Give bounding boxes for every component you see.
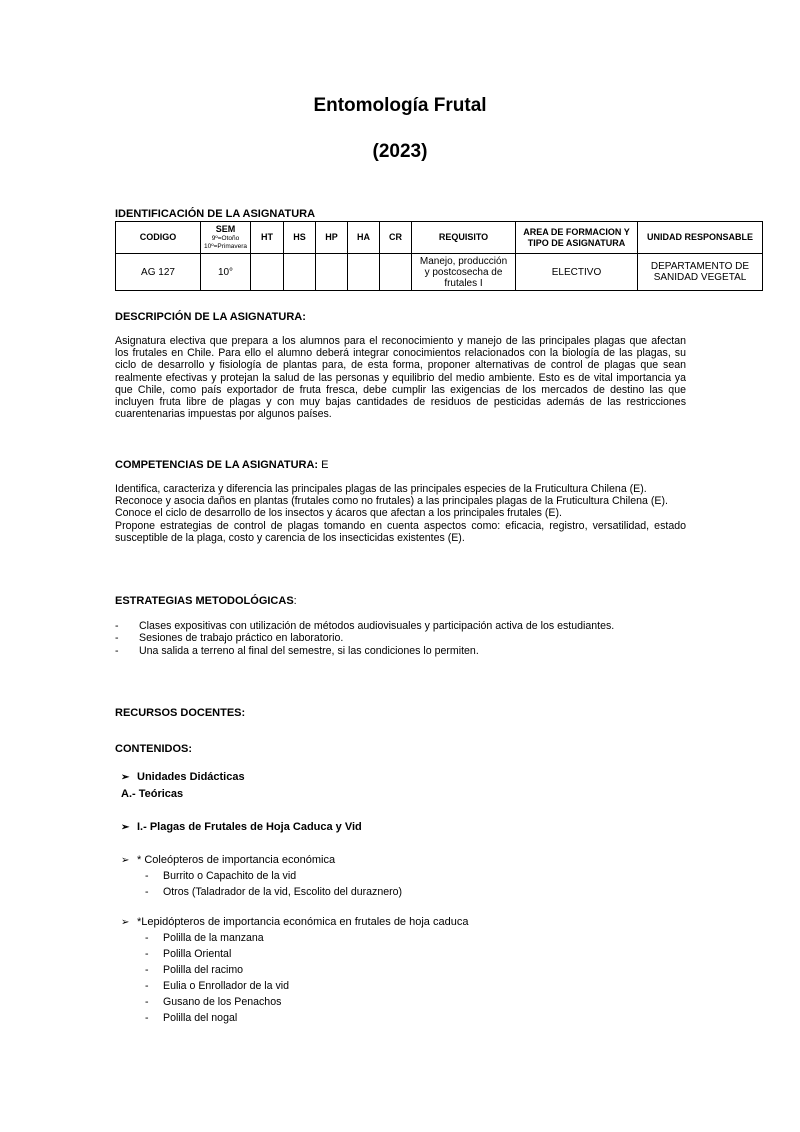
cell-codigo: AG 127 (116, 254, 201, 291)
competencias-heading-extra: E (321, 459, 329, 471)
col-area (516, 222, 638, 254)
table-header-row (116, 222, 763, 254)
descripcion-heading: DESCRIPCIÓN DE LA ASIGNATURA: (115, 311, 306, 323)
lepidoptero-text: Polilla del nogal (163, 1012, 238, 1024)
arrow-bullet-icon: ➢ (121, 772, 130, 783)
recursos-heading: RECURSOS DOCENTES: (115, 707, 246, 719)
cell-unidad-line2: SANIDAD VEGETAL (653, 272, 747, 283)
col-area-line2: TIPO DE ASIGNATURA (527, 237, 626, 248)
col-area-line1: AREA DE FORMACION Y (523, 226, 630, 237)
descripcion-paragraph (115, 335, 686, 420)
competencia-line: susceptible de la plaga, costo y carencia de los insecticidas existentes (E). (115, 531, 465, 544)
descripcion-line: Asignatura electiva que prepara a los alumnos para el reconocimiento y manejo de las principales plagas que afectan (115, 335, 686, 347)
lepidoptero-text: Eulia o Enrollador de la vid (163, 980, 290, 992)
dash-marker: - (145, 964, 149, 976)
descripcion-line: que Chile, como país exportador de fruta fresca, debe cumplir las exigencias de los mercados de destino las que (115, 383, 686, 396)
cell-ha (348, 254, 380, 291)
dash-marker: - (145, 870, 149, 882)
descripcion-line: los frutales en Chile. Para ello el alumno deberá integrar conocimientos relacionados con la biología de las plagas, su (115, 347, 686, 360)
dash-marker: - (115, 620, 119, 632)
unidades-text: Unidades Didácticas (137, 771, 245, 783)
estrategia-text: Una salida a terreno al final del semestre, si las condiciones lo permiten. (139, 644, 479, 657)
cell-requisito-line3: frutales I (444, 277, 483, 289)
plagas-item (121, 821, 362, 833)
col-hs: HS (284, 222, 316, 254)
col-sem-label: SEM (215, 224, 236, 234)
cell-ht (251, 254, 284, 291)
dash-marker: - (145, 980, 149, 992)
cell-sem: 10° (201, 254, 251, 291)
col-requisito: REQUISITO (412, 222, 516, 254)
teoricas-heading: A.- Teóricas (121, 788, 184, 800)
cell-unidad-line1: DEPARTAMENTO DE (650, 261, 750, 272)
unidades-item (121, 771, 245, 783)
list-item (145, 870, 402, 886)
col-sem-note-otono: 9º=Otoño (211, 235, 240, 242)
lepidopteros-item (121, 916, 468, 928)
arrow-bullet-icon: ➢ (121, 855, 130, 866)
descripcion-line: ciclo de desarrollo y fisiología de plantas para, de esta forma, proponer alternativas de control de plagas que sean (115, 359, 686, 372)
col-unidad: UNIDAD RESPONSABLE (638, 222, 763, 254)
descripcion-line: realmente efectivas y protejan la salud de las personas y equilibrio del medio ambiente. Esto es de vital importancia ya (115, 371, 686, 384)
contenidos-heading: CONTENIDOS: (115, 743, 192, 755)
estrategias-heading-text: ESTRATEGIAS METODOLÓGICAS (115, 595, 294, 607)
cell-hs (284, 254, 316, 291)
identificacion-heading: IDENTIFICACIÓN DE LA ASIGNATURA (115, 208, 316, 220)
coleoptero-text: Otros (Taladrador de la vid, Escolito del duraznero) (163, 886, 403, 898)
dash-marker: - (145, 996, 149, 1008)
competencias-heading-text: COMPETENCIAS DE LA ASIGNATURA: (115, 459, 319, 471)
arrow-bullet-icon: ➢ (121, 822, 130, 833)
list-item (145, 932, 289, 948)
lepidopteros-text: *Lepidópteros de importancia económica en frutales de hoja caduca (137, 916, 469, 928)
cell-requisito-line2: y postcosecha de (424, 266, 503, 278)
estrategia-text: Sesiones de trabajo práctico en laboratorio. (139, 632, 344, 645)
descripcion-line: incluyen fruta libre de plagas y con muy bajas cantidades de residuos de pesticidas además de las restricciones (115, 396, 686, 409)
col-cr: CR (380, 222, 412, 254)
list-item (145, 1012, 289, 1028)
dash-marker: - (115, 644, 119, 657)
identificacion-table (115, 221, 763, 291)
cell-area: ELECTIVO (516, 254, 638, 291)
competencia-line: Reconoce y asocia daños en plantas (frutales como no frutales) a las principales plagas de la Fruticultura Chilena (E). (115, 495, 668, 508)
estrategia-text: Clases expositivas con utilización de métodos audiovisuales y participación activa de los estudiantes. (139, 620, 615, 632)
dash-marker: - (145, 932, 149, 944)
competencia-line: Conoce el ciclo de desarrollo de los insectos y ácaros que afectan a los principales frutales (E). (115, 507, 562, 520)
list-item (145, 948, 289, 964)
col-sem (201, 222, 251, 254)
plagas-text: I.- Plagas de Frutales de Hoja Caduca y Vid (137, 821, 362, 833)
estrategias-list (115, 620, 614, 657)
competencia-line: Propone estrategias de control de plagas tomando en cuenta aspectos como: eficacia, registro, versatilidad, estado (115, 519, 686, 532)
list-item (145, 886, 402, 902)
cell-hp (316, 254, 348, 291)
cell-unidad (638, 254, 763, 291)
competencias-paragraph (115, 483, 686, 544)
lepidoptero-text: Polilla Oriental (163, 948, 232, 960)
list-item (145, 980, 289, 996)
lepidoptero-text: Gusano de los Penachos (163, 996, 282, 1008)
coleopteros-text: * Coleópteros de importancia económica (137, 854, 336, 866)
cell-requisito-line1: Manejo, producción (419, 255, 508, 267)
col-ha: HA (348, 222, 380, 254)
competencias-heading (115, 459, 329, 471)
list-item (115, 620, 614, 632)
col-ht: HT (251, 222, 284, 254)
arrow-bullet-icon: ➢ (121, 917, 130, 928)
document-title: Entomología Frutal (313, 95, 487, 116)
dash-marker: - (145, 948, 149, 960)
dash-marker: - (145, 886, 149, 898)
lepidoptero-text: Polilla del racimo (163, 964, 244, 976)
col-codigo: CODIGO (116, 222, 201, 254)
col-hp: HP (316, 222, 348, 254)
estrategias-heading (115, 595, 297, 607)
descripcion-line: cuarentenarias impuestas por algunos países. (115, 408, 332, 421)
list-item (115, 632, 614, 644)
cell-cr (380, 254, 412, 291)
dash-marker: - (145, 1012, 149, 1024)
list-item (145, 996, 289, 1012)
lepidoptero-text: Polilla de la manzana (163, 932, 264, 944)
table-row (116, 254, 763, 291)
document-year: (2023) (372, 141, 428, 162)
lepidopteros-list (145, 932, 289, 1028)
cell-requisito (412, 254, 516, 291)
list-item (115, 645, 614, 657)
competencia-line: Identifica, caracteriza y diferencia las principales plagas de las principales especies de la Fruticultura Chilena (E). (115, 483, 647, 495)
estrategias-heading-colon: : (293, 595, 297, 607)
coleoptero-text: Burrito o Capachito de la vid (163, 870, 297, 882)
list-item (145, 964, 289, 980)
coleopteros-item (121, 854, 335, 866)
dash-marker: - (115, 632, 119, 645)
coleopteros-list (145, 870, 402, 902)
col-sem-note-primavera: 10º=Primavera (203, 243, 248, 250)
